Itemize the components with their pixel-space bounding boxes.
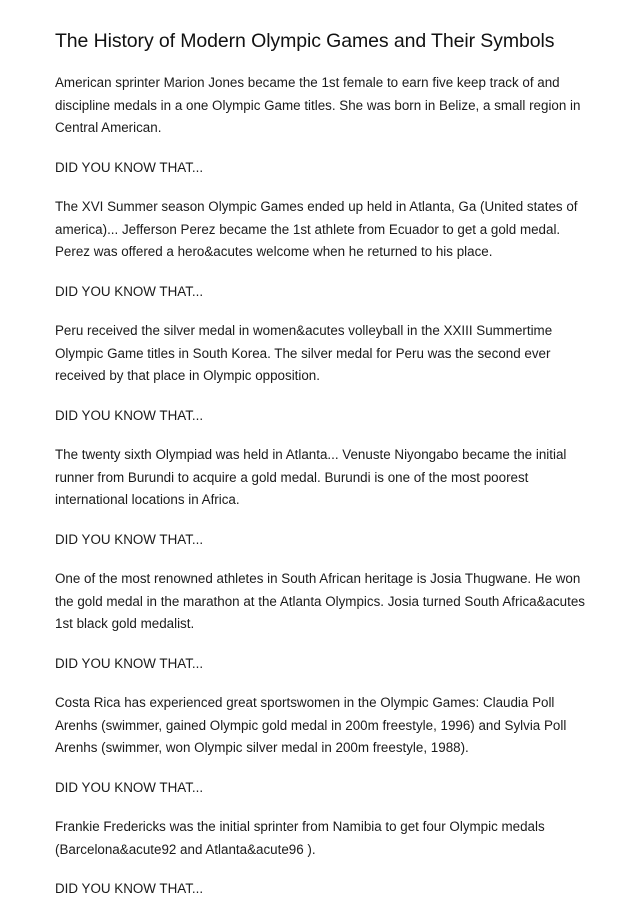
did-you-know-heading: DID YOU KNOW THAT... [55, 881, 204, 896]
did-you-know-heading: DID YOU KNOW THAT... [55, 779, 204, 795]
paragraph-costa-rica-poll: Costa Rica has experienced great sportswomen in the Olympic Games: Claudia Poll Arenhs (swimmer, gained Olympic gold medal in 200m freestyle, 1996) and Sylvia Poll Arenhs (swimmer, won Olympic silver medal in 200m freestyle, 1988). [55, 695, 567, 755]
paragraph-josia-thugwane: One of the most renowned athletes in South African heritage is Josia Thugwane. He won the gold medal in the marathon at the Atlanta Olympics. Josia turned South Africa&acutes 1st black gold medalist. [55, 571, 585, 631]
did-you-know-heading: DID YOU KNOW THAT... [55, 531, 204, 547]
paragraph-marion-jones: American sprinter Marion Jones became the 1st female to earn five keep track of and discipline medals in a one Olympic Game titles. She was born in Belize, a small region in Central American. [55, 75, 581, 135]
paragraph-atlanta-perez: The XVI Summer season Olympic Games ended up held in Atlanta, Ga (United states of america)... Jefferson Perez became the 1st athlete from Ecuador to get a gold medal. Perez was offered a hero&acutes welcome when he returned to his place. [55, 199, 578, 259]
paragraph-frankie-fredericks: Frankie Fredericks was the initial sprinter from Namibia to get four Olympic medals (Barcelona&acute92 and Atlanta&acute96 ). [55, 819, 545, 857]
did-you-know-heading: DID YOU KNOW THAT... [55, 283, 204, 299]
paragraph-burundi-niyongabo: The twenty sixth Olympiad was held in Atlanta... Venuste Niyongabo became the initial runner from Burundi to acquire a gold medal. Burundi is one of the most poorest international locations in Africa. [55, 447, 567, 507]
document-page [55, 28, 595, 918]
document-title: The History of Modern Olympic Games and Their Symbols [55, 30, 555, 52]
did-you-know-heading: DID YOU KNOW THAT... [55, 159, 204, 175]
did-you-know-heading: DID YOU KNOW THAT... [55, 655, 204, 671]
paragraph-peru-volleyball: Peru received the silver medal in women&acutes volleyball in the XXIII Summertime Olympic Game titles in South Korea. The silver medal for Peru was the second ever received by that place in Olympic opposition. [55, 323, 553, 383]
did-you-know-heading: DID YOU KNOW THAT... [55, 407, 204, 423]
